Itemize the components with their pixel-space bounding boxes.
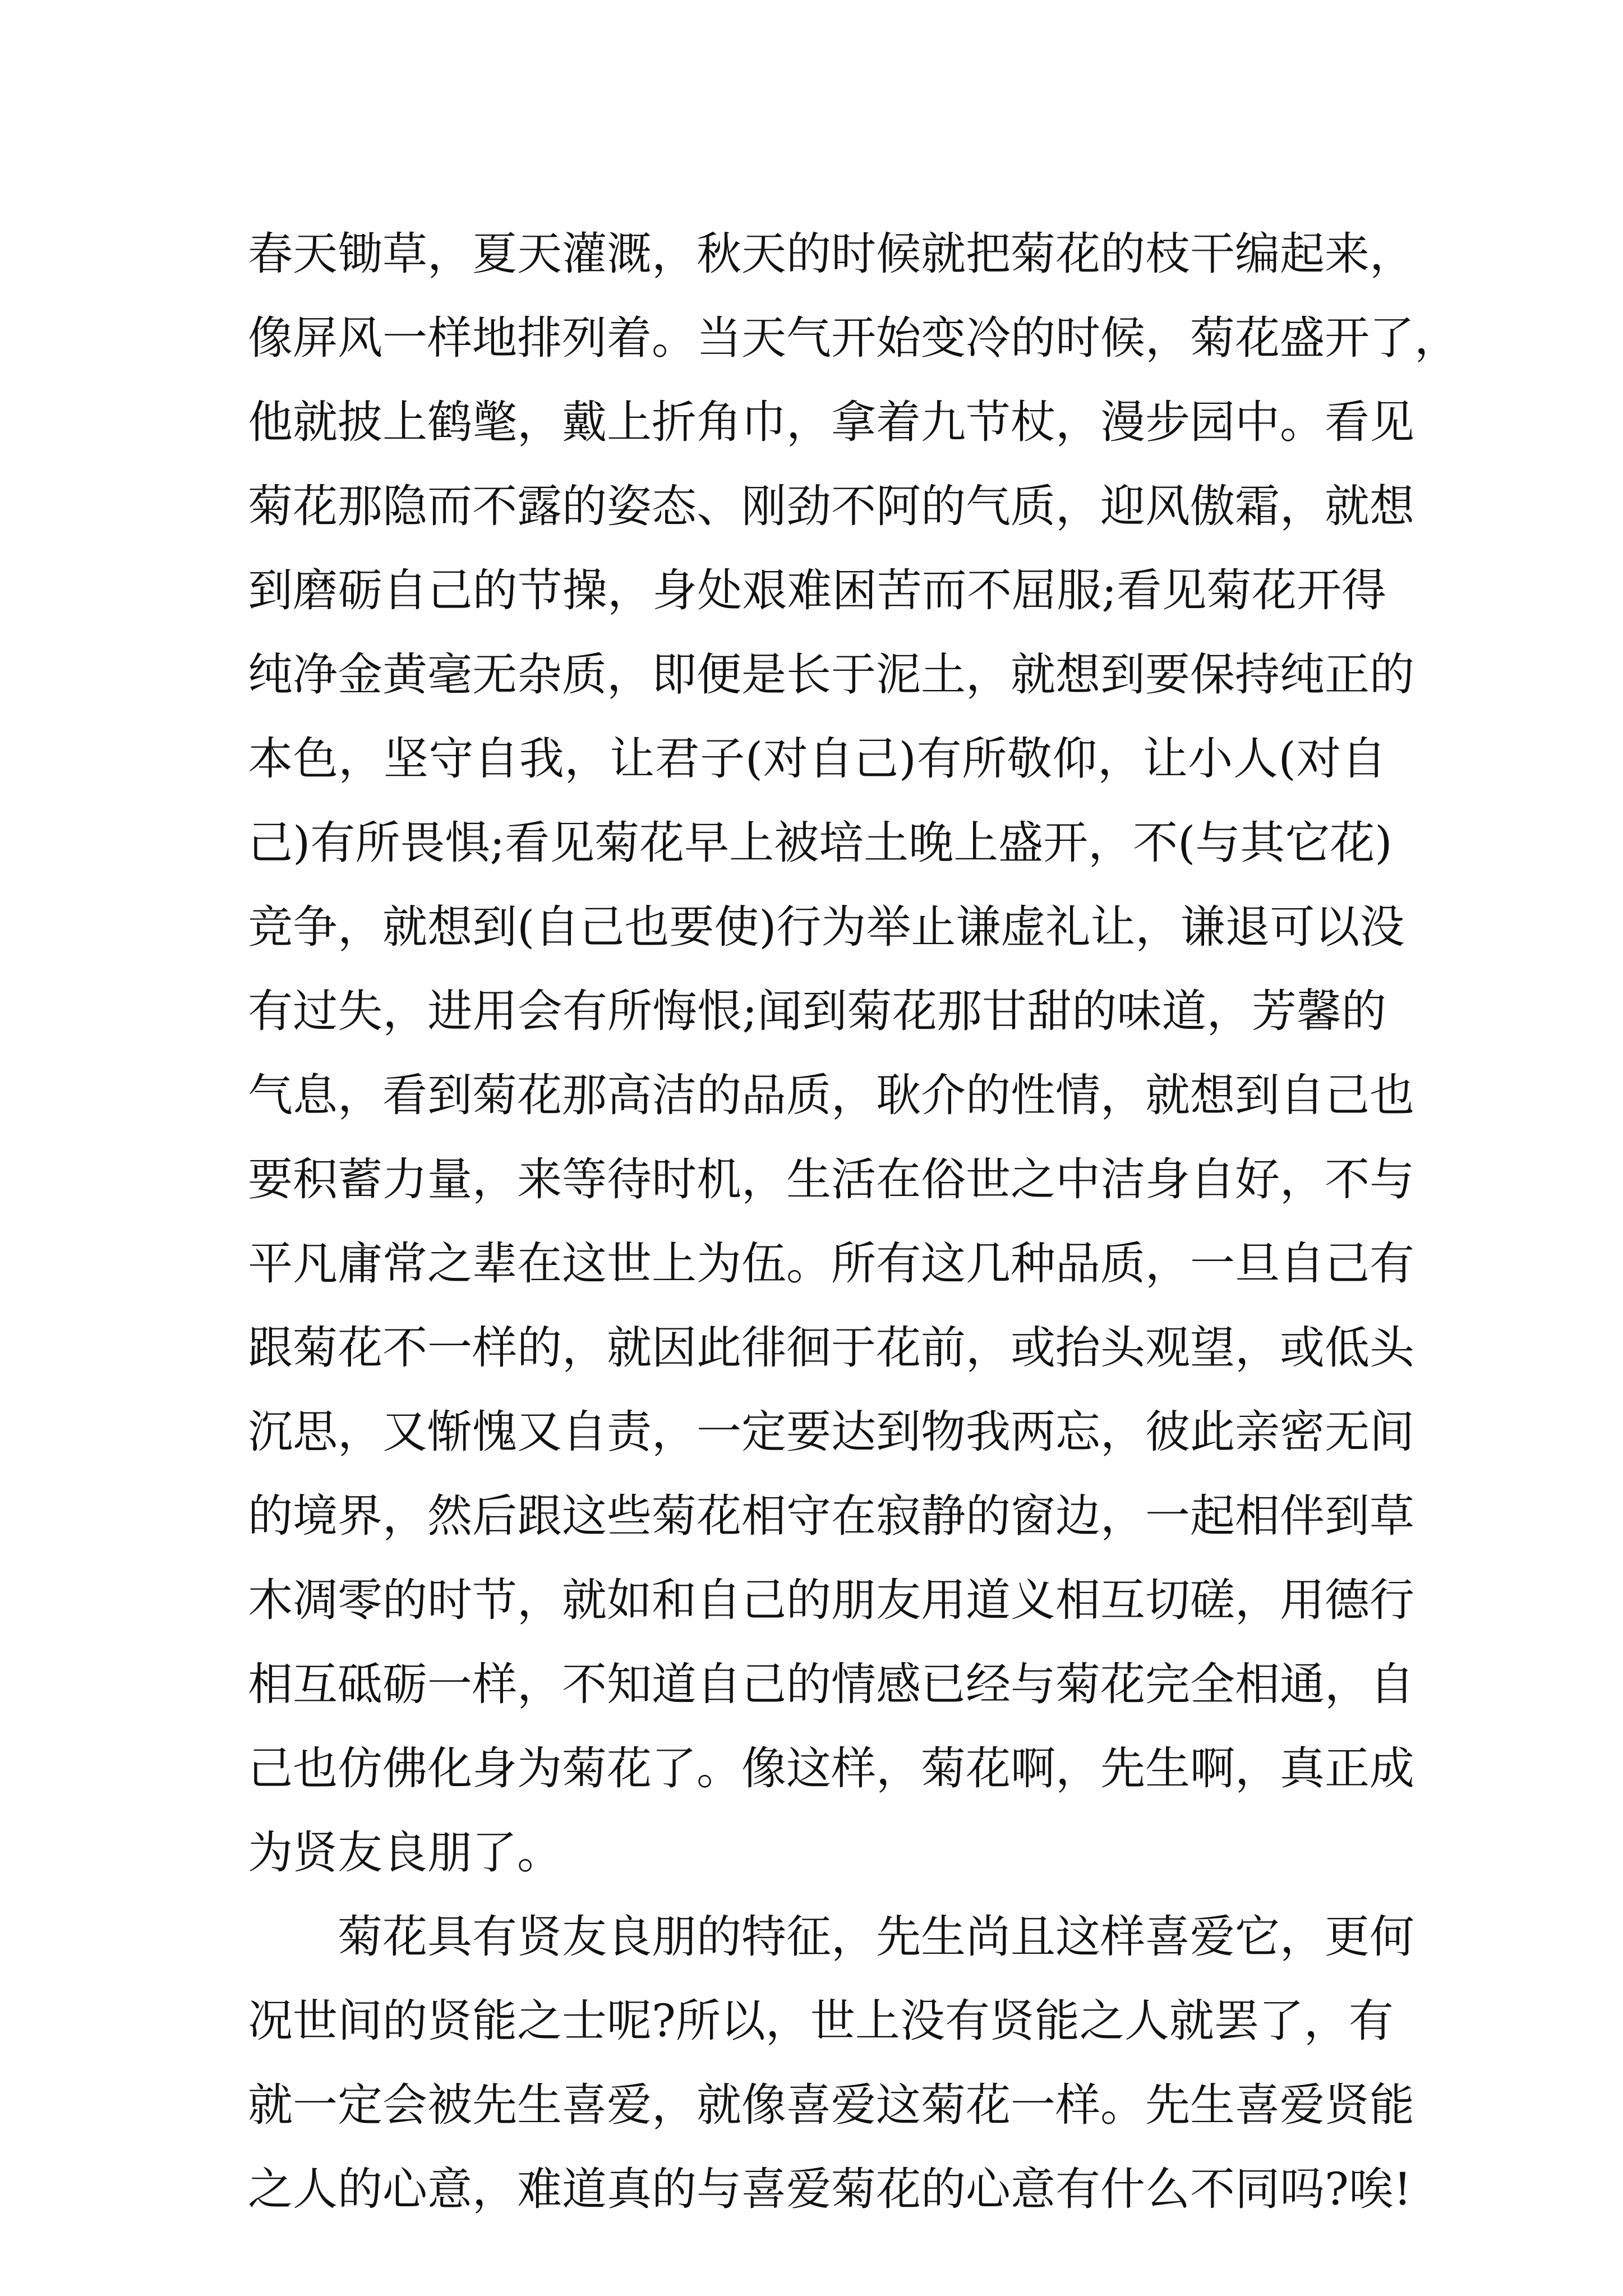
text-line: 本色，坚守自我，让君子(对自己)有所敬仰，让小人(对自 <box>248 733 1386 785</box>
text-line: 菊花那隐而不露的姿态、刚劲不阿的气质，迎风傲霜，就想 <box>248 480 1414 532</box>
text-line: 沉思，又惭愧又自责，一定要达到物我两忘，彼此亲密无间 <box>248 1406 1414 1458</box>
text-line: 气息，看到菊花那高洁的品质，耿介的性情，就想到自己也 <box>248 1069 1414 1121</box>
text-line: 到磨砺自己的节操，身处艰难困苦而不屈服;看见菊花开得 <box>248 564 1386 616</box>
text-line: 春天锄草，夏天灌溉，秋天的时候就把菊花的枝干编起来， <box>248 228 1414 280</box>
text-line: 木凋零的时节，就如和自己的朋友用道义相互切磋，用德行 <box>248 1574 1414 1626</box>
text-line: 像屏风一样地排列着。当天气开始变冷的时候，菊花盛开了， <box>248 312 1459 364</box>
text-line: 为贤友良朋了。 <box>248 1826 562 1879</box>
text-line: 相互砥砺一样，不知道自己的情感已经与菊花完全相通，自 <box>248 1658 1414 1710</box>
text-line: 跟菊花不一样的，就因此徘徊于花前，或抬头观望，或低头 <box>248 1322 1414 1374</box>
text-line: 有过失，进用会有所悔恨;闻到菊花那甘甜的味道，芳馨的 <box>248 985 1386 1037</box>
text-line: 平凡庸常之辈在这世上为伍。所有这几种品质，一旦自己有 <box>248 1237 1414 1290</box>
text-line: 况世间的贤能之士呢?所以，世上没有贤能之人就罢了，有 <box>248 1995 1394 2047</box>
text-line: 他就披上鹤氅，戴上折角巾，拿着九节杖，漫步园中。看见 <box>248 396 1414 448</box>
text-line: 就一定会被先生喜爱，就像喜爱这菊花一样。先生喜爱贤能 <box>248 2079 1414 2131</box>
text-line: 己也仿佛化身为菊花了。像这样，菊花啊，先生啊，真正成 <box>248 1742 1414 1795</box>
text-line: 纯净金黄毫无杂质，即便是长于泥土，就想到要保持纯正的 <box>248 648 1414 701</box>
text-line: 之人的心意，难道真的与喜爱菊花的心意有什么不同吗?唉! <box>248 2163 1412 2215</box>
text-line: 己)有所畏惧;看见菊花早上被培土晚上盛开，不(与其它花) <box>248 817 1393 869</box>
text-line: 菊花具有贤友良朋的特征，先生尚且这样喜爱它，更何 <box>338 1911 1414 1963</box>
body-text <box>248 212 1459 2231</box>
text-line: 竞争，就想到(自己也要使)行为举止谦虚礼让，谦退可以没 <box>248 901 1405 953</box>
text-line: 要积蓄力量，来等待时机，生活在俗世之中洁身自好，不与 <box>248 1153 1414 1205</box>
text-line: 的境界，然后跟这些菊花相守在寂静的窗边，一起相伴到草 <box>248 1490 1414 1542</box>
